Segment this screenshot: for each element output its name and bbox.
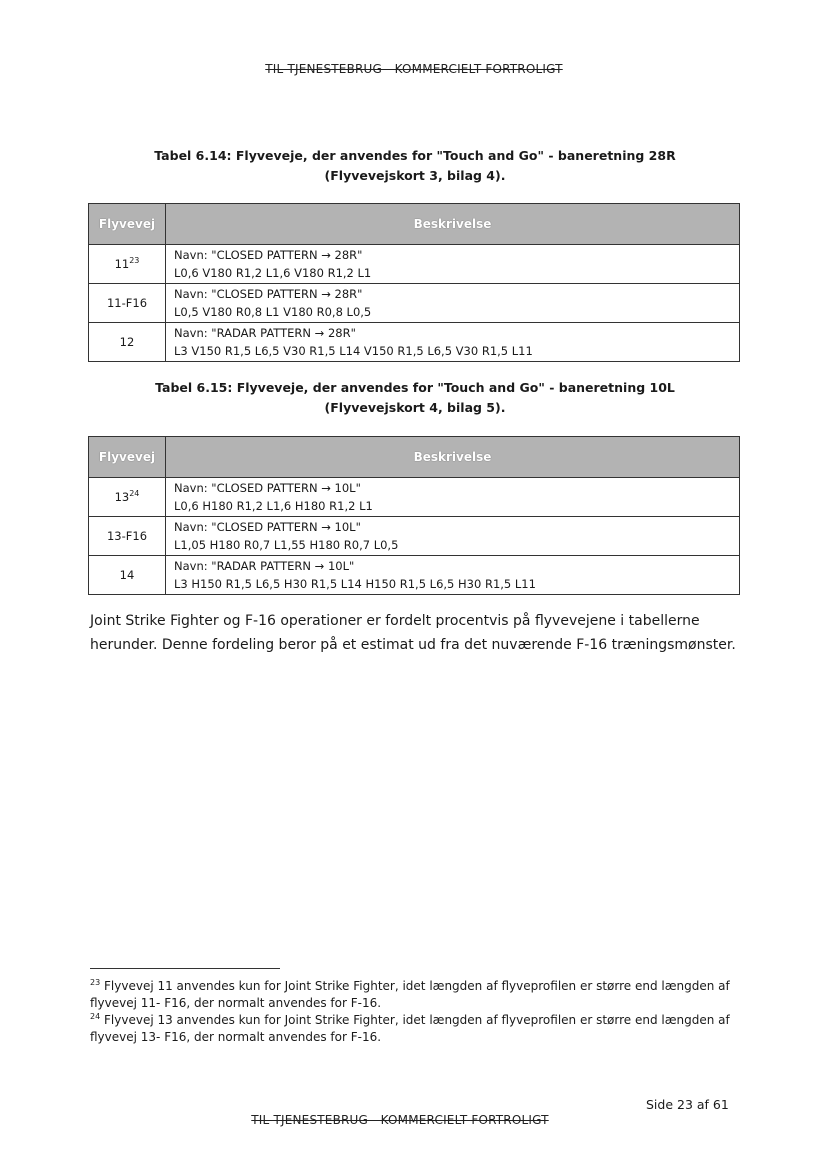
description-cell xyxy=(166,517,740,556)
route-name: Navn: "RADAR PATTERN → 10L" xyxy=(174,559,355,573)
route-cell xyxy=(89,517,166,556)
route-name: Navn: "CLOSED PATTERN → 10L" xyxy=(174,520,361,534)
table1-caption xyxy=(90,146,740,186)
footnote-text: Flyvevej 11 anvendes kun for Joint Strike Fighter, idet længden af flyveprofilen er større end længden af flyvevej 11- F16, der normalt anvendes for F-16. xyxy=(90,979,730,1010)
description-cell xyxy=(166,284,740,323)
table2-caption xyxy=(90,378,740,418)
table1-header-row xyxy=(89,204,740,245)
body-paragraph: Joint Strike Fighter og F-16 operationer er fordelt procentvis på flyvevejene i tabellerne herunder. Denne fordeling beror på et estimat ud fra det nuværende F-16 træningsmønster. xyxy=(90,613,736,653)
table-row xyxy=(89,284,740,323)
route-path: L0,6 V180 R1,2 L1,6 V180 R1,2 L1 xyxy=(174,266,372,280)
route-cell xyxy=(89,323,166,362)
footnote-separator xyxy=(90,968,280,969)
route-name: Navn: "CLOSED PATTERN → 28R" xyxy=(174,287,363,301)
table2-header-route: Flyvevej xyxy=(89,437,166,478)
footnote xyxy=(90,1012,740,1046)
page-number: Side 23 af 61 xyxy=(646,1097,729,1112)
table-row xyxy=(89,245,740,284)
classification-footer: TIL TJENESTEBRUG - KOMMERCIELT FORTROLIGT xyxy=(251,1113,549,1127)
table2 xyxy=(88,436,740,595)
route-name: Navn: "CLOSED PATTERN → 28R" xyxy=(174,248,363,262)
route-name: Navn: "RADAR PATTERN → 28R" xyxy=(174,326,356,340)
classification-header: TIL TJENESTEBRUG - KOMMERCIELT FORTROLIGT xyxy=(265,62,563,76)
route-cell xyxy=(89,284,166,323)
route-path: L3 V150 R1,5 L6,5 V30 R1,5 L14 V150 R1,5 L6,5 V30 R1,5 L11 xyxy=(174,344,533,358)
footnote-ref[interactable]: 24 xyxy=(129,489,140,499)
route-number: 11 xyxy=(114,257,130,271)
description-cell xyxy=(166,323,740,362)
table1 xyxy=(88,203,740,362)
footnote-text: Flyvevej 13 anvendes kun for Joint Strike Fighter, idet længden af flyveprofilen er større end længden af flyvevej 13- F16, der normalt anvendes for F-16. xyxy=(90,1013,730,1044)
description-cell xyxy=(166,556,740,595)
footnote xyxy=(90,978,740,1012)
table2-caption-line1: Tabel 6.15: Flyveveje, der anvendes for "Touch and Go" - baneretning 10L xyxy=(155,380,675,395)
description-cell xyxy=(166,245,740,284)
table1-header-description: Beskrivelse xyxy=(166,204,740,245)
route-path: L0,6 H180 R1,2 L1,6 H180 R1,2 L1 xyxy=(174,499,373,513)
table-row xyxy=(89,517,740,556)
route-cell xyxy=(89,478,166,517)
footnote-number: 23 xyxy=(90,978,101,987)
footnotes xyxy=(90,978,740,1046)
route-path: L1,05 H180 R0,7 L1,55 H180 R0,7 L0,5 xyxy=(174,538,399,552)
route-number: 13 xyxy=(114,490,130,504)
table1-caption-line1: Tabel 6.14: Flyveveje, der anvendes for "Touch and Go" - baneretning 28R xyxy=(154,148,676,163)
table-row xyxy=(89,323,740,362)
route-path: L3 H150 R1,5 L6,5 H30 R1,5 L14 H150 R1,5 L6,5 H30 R1,5 L11 xyxy=(174,577,536,591)
route-cell xyxy=(89,556,166,595)
route-path: L0,5 V180 R0,8 L1 V180 R0,8 L0,5 xyxy=(174,305,372,319)
route-number: 12 xyxy=(119,335,135,349)
table1-header-route: Flyvevej xyxy=(89,204,166,245)
table2-caption-line2: (Flyvevejskort 4, bilag 5). xyxy=(324,400,506,415)
route-cell xyxy=(89,245,166,284)
table-row xyxy=(89,478,740,517)
route-number: 11-F16 xyxy=(106,296,148,310)
table-row xyxy=(89,556,740,595)
footnote-ref[interactable]: 23 xyxy=(129,256,140,266)
description-cell xyxy=(166,478,740,517)
table2-header-description: Beskrivelse xyxy=(166,437,740,478)
route-number: 14 xyxy=(119,568,135,582)
table1-caption-line2: (Flyvevejskort 3, bilag 4). xyxy=(324,168,506,183)
route-name: Navn: "CLOSED PATTERN → 10L" xyxy=(174,481,361,495)
route-number: 13-F16 xyxy=(106,529,148,543)
table2-header-row xyxy=(89,437,740,478)
footnote-number: 24 xyxy=(90,1012,101,1021)
